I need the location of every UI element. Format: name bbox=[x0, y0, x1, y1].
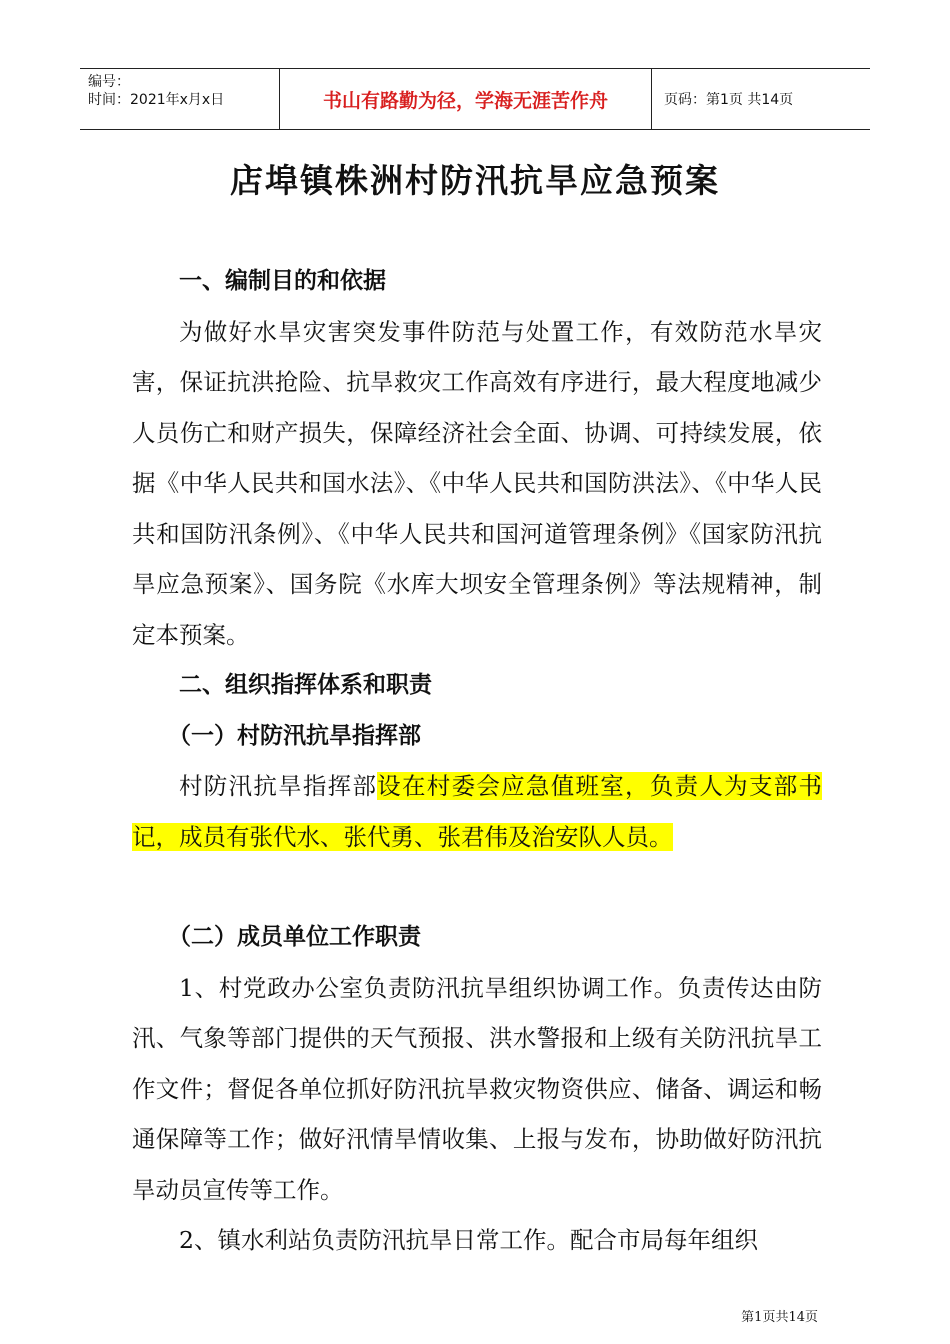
header-page-label: 页码：第1页 共14页 bbox=[664, 92, 794, 108]
document-title: 店埠镇株洲村防汛抗旱应急预案 bbox=[230, 161, 720, 200]
header-meta bbox=[80, 69, 280, 129]
highlighted-text: 设在村委会应急值班室，负责人为支部书记，成员有张代水、张代勇、张君伟及治安队人员。 bbox=[132, 772, 823, 851]
header-motto: 书山有路勤为径，学海无涯苦作舟 bbox=[280, 69, 652, 129]
page-footer: 第1页共14页 bbox=[741, 1310, 818, 1325]
time-label: 时间：2021年x月x日 bbox=[88, 92, 225, 108]
section-2-subheading-2: （二）成员单位工作职责 bbox=[168, 924, 421, 950]
section-1-paragraph: 为做好水旱灾害突发事件防范与处置工作，有效防范水旱灾害，保证抗洪抢险、抗旱救灾工作高效有序进行，最大程度地减少人员伤亡和财产损失，保障经济社会全面、协调、可持续发展，依据《中华人民共和国水法》、《中华人民共和国防洪法》、《中华人民共和国防汛条例》、《中华人民共和国河道管理条例》《国家防汛抗旱应急预案》、国务院《水库大坝安全管理条例》等法规精神，制定本预案。 bbox=[132, 317, 822, 649]
duty-item-1: 1、村党政办公室负责防汛抗旱组织协调工作。负责传达由防汛、气象等部门提供的天气预报、洪水警报和上级有关防汛抗旱工作文件；督促各单位抓好防汛抗旱救灾物资供应、储备、调运和畅通保障等工作；做好汛情旱情收集、上报与发布，协助做好防汛抗旱动员宣传等工作。 bbox=[132, 973, 822, 1204]
duty-item-2: 2、镇水利站负责防汛抗旱日常工作。配合市局每年组织 bbox=[179, 1226, 758, 1254]
spacer bbox=[132, 862, 822, 912]
section-1-heading: 一、编制目的和依据 bbox=[179, 268, 386, 294]
header-table bbox=[80, 68, 870, 130]
section-2-heading: 二、组织指挥体系和职责 bbox=[179, 672, 432, 698]
number-label: 编号： bbox=[88, 74, 130, 90]
document-body bbox=[132, 256, 822, 1266]
paragraph-text: 村防汛抗旱指挥部 bbox=[179, 772, 378, 800]
section-2-sub-1-paragraph bbox=[132, 761, 822, 862]
section-2-subheading-1: （一）村防汛抗旱指挥部 bbox=[168, 722, 421, 749]
